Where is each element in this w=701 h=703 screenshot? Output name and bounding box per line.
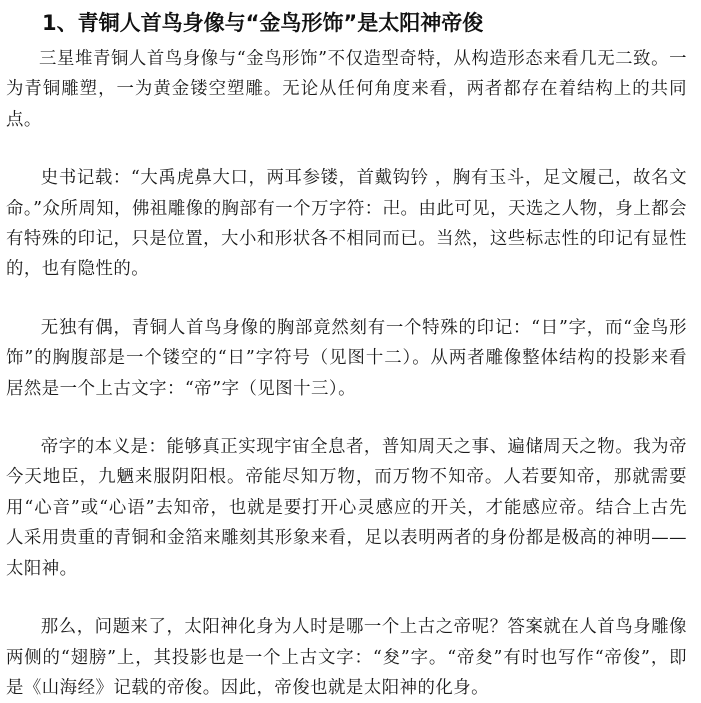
paragraph-5: 那么，问题来了，太阳神化身为人时是哪一个上古之帝呢？答案就在人首鸟身雕像两侧的“翅膀”上，其投影也是一个上古文字：“夋”字。“帝夋”有时也写作“帝俊”，即是《山海经》记载的帝俊。因此，帝俊也就是太阳神的化身。	[6, 617, 687, 698]
section-heading: 1、青铜人首鸟身像与“金鸟形饰”是太阳神帝俊	[42, 11, 484, 35]
paragraph-1: 三星堆青铜人首鸟身像与“金鸟形饰”不仅造型奇特，从构造形态来看几无二致。一为青铜雕塑，一为黄金镂空塑雕。无论从任何角度来看，两者都存在着结构上的共同点。	[6, 49, 687, 130]
paragraph-4: 帝字的本义是：能够真正实现宇宙全息者，普知周天之事、遍储周天之物。我为帝今天地臣，九魉来服阴阳根。帝能尽知万物，而万物不知帝。人若要知帝，那就需要用“心音”或“心语”去知帝，也就是要打开心灵感应的开关，才能感应帝。结合上古先人采用贵重的青铜和金箔来雕刻其形象来看，足以表明两者的身份都是极高的神明——太阳神。	[6, 437, 687, 579]
paragraph-2: 史书记载：“大禹虎鼻大口，两耳参镂，首戴钩钤 ，胸有玉斗，足文履己，故名文命。”众所周知，佛祖雕像的胸部有一个万字符：卍。由此可见，天选之人物，身上都会有特殊的印记，只是位置，大小和形状各不相同而已。当然，这些标志性的印记有显性的，也有隐性的。	[6, 168, 687, 280]
paragraph-3: 无独有偶，青铜人首鸟身像的胸部竟然刻有一个特殊的印记：“日”字，而“金鸟形饰”的胸腹部是一个镂空的“日”字符号（见图十二）。从两者雕像整体结构的投影来看居然是一个上古文字：“帝”字（见图十三）。	[6, 317, 687, 399]
